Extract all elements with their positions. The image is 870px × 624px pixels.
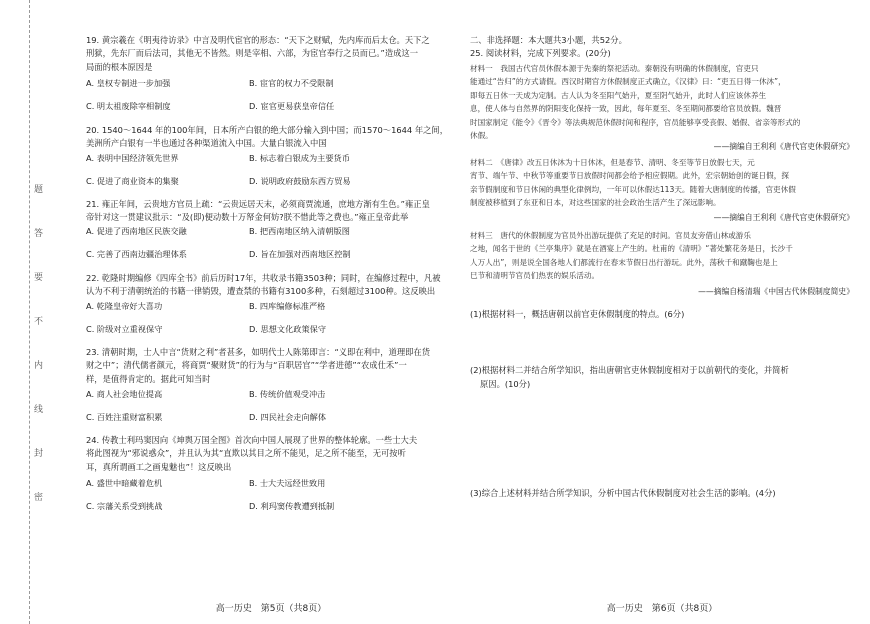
- option-b[interactable]: B. 传统价值观受冲击: [249, 389, 326, 399]
- option-d[interactable]: D. 宦官更易获皇帝信任: [249, 101, 335, 111]
- material-line: 巳节和清明节官员们热衷的娱乐活动。: [470, 271, 600, 281]
- question-22-options: [86, 295, 412, 341]
- material-line: 休假。: [470, 131, 493, 141]
- binding-margin: [0, 0, 56, 624]
- binding-char: 密: [34, 493, 44, 503]
- option-b[interactable]: B. 四库编修标准严格: [249, 301, 326, 311]
- stem-line: 24. 传教士利玛窦因向《坤舆万国全图》首次向中国人展现了世界的整体轮廓。一些士大夫: [86, 435, 418, 445]
- option-c[interactable]: C. 百姓注重财富积累: [86, 412, 163, 422]
- sub-question-line: 原因。(10分): [480, 379, 531, 389]
- binding-char: 线: [34, 405, 44, 415]
- material-line: 能通过“告归”的方式请假。西汉时期官方休假制度正式确立，《汉律》曰：“吏五日得一休沐”，: [470, 77, 786, 87]
- section-title: 二、非选择题：本大题共3小题，共52分。: [470, 35, 627, 45]
- stem-line: 刑狱，先东厂而后法司，其他无不皆然。则是宰相、六部，为宦官奉行之员而已。”造成这一: [86, 48, 419, 59]
- material-1-source: ——摘编自王利利《唐代官吏休假研究》: [713, 142, 854, 151]
- stem-line: 22. 乾隆时期编修《四库全书》前后历时17年，共收录书籍3503种；同时，在编修过程中，凡被: [86, 273, 441, 283]
- material-line: 材料二 《唐律》改五日休沐为十日休沐，但是春节、清明、冬至等节日放假七天，元: [470, 158, 755, 167]
- option-a[interactable]: A. 促进了西南地区民族交融: [86, 226, 187, 236]
- material-line: 之地，闻名于世的《兰亭集序》就是在酒宴上产生的。杜甫的《清明》“著处繁花务是日，长沙千: [470, 244, 793, 254]
- material-line: 时国家制定《能令》《晋令》等法典规范休假时间和程序，官员能够享受丧假、婚假、省亲等形式的: [470, 117, 801, 127]
- sub-question-2: [470, 363, 789, 391]
- stem-line: 21. 雍正年间，云贵地方官员上疏：“云贵远居天末，必须商贾流通，庶地方渐有生色。”雍正皇: [86, 199, 430, 209]
- question-23-options: [86, 383, 412, 429]
- binding-char: 不: [34, 317, 44, 327]
- option-a[interactable]: A. 盛世中暗藏着危机: [86, 478, 163, 488]
- option-a[interactable]: A. 乾隆皇帝好大喜功: [86, 301, 163, 311]
- stem-line: 样，是值得肯定的。据此可知当时: [86, 373, 211, 384]
- binding-dashed-line: [29, 0, 30, 624]
- option-d[interactable]: D. 思想文化政策保守: [249, 324, 327, 334]
- option-b[interactable]: B. 把西南地区纳入清朝版图: [249, 226, 350, 236]
- material-3: [470, 229, 793, 283]
- material-line: 人万人出”，则是说全国各地人们都流行在春末节假日出行游玩。此外，荡秋千和蹴鞠也是上: [470, 257, 778, 267]
- question-20-options: [86, 147, 412, 193]
- question-19-options: [86, 72, 412, 118]
- right-page: [470, 0, 854, 624]
- stem-line: 美洲所产白银有一半也通过各种渠道流入中国。大量白银流入中国: [86, 138, 327, 149]
- option-c[interactable]: C. 明太祖废除宰相制度: [86, 101, 171, 111]
- option-a[interactable]: A. 商人社会地位提高: [86, 389, 163, 399]
- material-1: [470, 62, 800, 142]
- stem-line: 局面的根本原因是: [86, 61, 153, 72]
- stem-line: 财之中”；清代儒者颜元，将商贾“聚财货”的行为与“百职居官”“学者进德”“农成仕禾”一: [86, 360, 407, 371]
- material-3-source: ——摘编自杨清瑞《中国古代休假制度简史》: [698, 287, 854, 296]
- material-2: [470, 156, 796, 210]
- binding-char: 题: [34, 185, 44, 195]
- binding-char: 要: [34, 273, 44, 283]
- material-line: 即每五日休一天成为定制。古人认为冬至阳气始升，夏至阴气始升，此时人们应该休养生: [470, 90, 767, 100]
- question-25-title: 25. 阅读材料，完成下列要求。(20分): [470, 48, 611, 58]
- page-footer-left: 高一历史 第5页（共8页）: [215, 604, 327, 614]
- material-line: 制度被移植到了东亚和日本，对这些国家的社会政治生活产生了深远影响。: [470, 198, 721, 208]
- option-d[interactable]: D. 利玛窦传教遭到抵制: [249, 501, 335, 511]
- binding-warning-text: [34, 185, 46, 503]
- option-b[interactable]: B. 宦官的权力不受限制: [249, 78, 334, 88]
- option-b[interactable]: B. 士大夫远经世致用: [249, 478, 326, 488]
- binding-char: 内: [34, 361, 44, 371]
- binding-char: 答: [34, 229, 44, 239]
- left-page: [86, 0, 456, 624]
- option-c[interactable]: C. 完善了西南边疆治理体系: [86, 249, 187, 259]
- material-line: 亲节假制度和节日休闲的典型化律例均，一年可以休假达113天。随着大唐制度的传播，官吏休假: [470, 184, 796, 194]
- option-a[interactable]: A. 皇权专制进一步加强: [86, 78, 171, 88]
- material-2-source: ——摘编自王利利《唐代官吏休假研究》: [713, 213, 854, 222]
- question-19-stem: [86, 34, 430, 74]
- binding-char: 封: [34, 449, 44, 459]
- option-c[interactable]: C. 阶级对立重视保守: [86, 324, 163, 334]
- option-a[interactable]: A. 表明中国经济领先世界: [86, 153, 179, 163]
- page-footer-right: 高一历史 第6页（共8页）: [606, 604, 718, 614]
- stem-line: 20. 1540～1644 年的100年间，日本所产白银的绝大部分输入到中国；而1570～1644 年之间，: [86, 125, 449, 135]
- stem-line: 23. 清朝时期，士人中言“货财之利”者甚多，如明代士人陈第即言：“义即在利中，道理即在货: [86, 347, 431, 357]
- option-d[interactable]: D. 说明政府鼓励东西方贸易: [249, 176, 351, 186]
- stem-line: 将此图视为“邪说惑众”，并且认为其“直欺以其目之所不能见，足之所不能至，无可按听: [86, 448, 406, 459]
- option-c[interactable]: C. 宗藩关系受到挑战: [86, 501, 163, 511]
- question-23-stem: [86, 346, 430, 386]
- option-d[interactable]: D. 旨在加强对西南地区控制: [249, 249, 351, 259]
- sub-question-1: (1)根据材料一，概括唐朝以前官吏休假制度的特点。(6分): [470, 309, 685, 319]
- material-line: 宵节、端午节、中秋节等重要节日放假时间都会给予相应假期。此外，宏宗朝始创的诞日假，探: [470, 171, 789, 181]
- option-b[interactable]: B. 标志着白银成为主要货币: [249, 153, 350, 163]
- stem-line: 帝针对这一贯建议批示：“及(即)便动数十万帑金何妨?朕不惜此等之费也。”雍正皇帝此举: [86, 212, 409, 223]
- material-line: 材料三 唐代的休假制度为官员外出游玩提供了充足的时间。官员友旁借山林或游乐: [470, 231, 751, 240]
- option-d[interactable]: D. 四民社会走向解体: [249, 412, 327, 422]
- sub-question-3: (3)综合上述材料并结合所学知识，分析中国古代休假制度对社会生活的影响。(4分): [470, 488, 776, 498]
- option-c[interactable]: C. 促进了商业资本的集聚: [86, 176, 179, 186]
- sub-question-line: (2)根据材料二并结合所学知识，指出唐朝官吏休假制度相对于以前朝代的变化，并简析: [470, 365, 789, 375]
- stem-line: 耳，真所谓画工之画鬼魅也”！这反映出: [86, 461, 232, 472]
- question-24-stem: [86, 434, 417, 474]
- material-line: 息，使人体与自然界的阴阳变化保持一致，因此，每年夏至、冬至期间都要给官员放假。魏晋: [470, 104, 782, 114]
- material-line: 材料一 我国古代官员休假本源于先秦的祭祀活动。秦朝没有明确的休假制度，官吏只: [470, 64, 759, 73]
- question-21-options: [86, 220, 412, 266]
- question-24-options: [86, 472, 412, 518]
- stem-line: 19. 黄宗羲在《明夷待访录》中言及明代宦官的形态：“天下之财赋，先内库而后太仓。天下之: [86, 35, 430, 45]
- stem-line: 认为不利于清朝统治的书籍一律销毁，遭查禁的书籍有3100多种，石刻超过3100种。这反映出: [86, 286, 436, 297]
